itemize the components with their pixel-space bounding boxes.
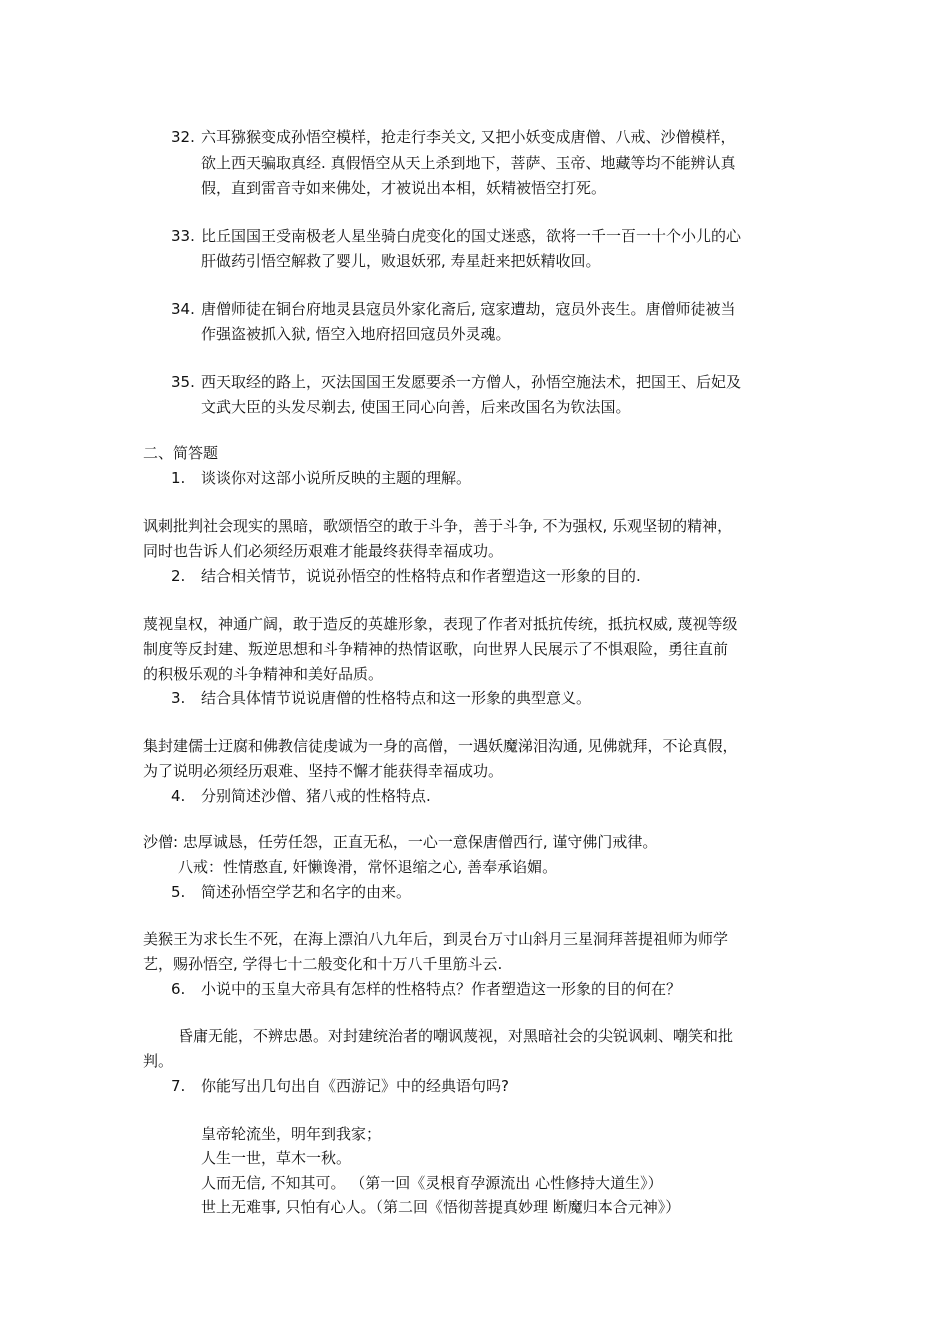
answer-line: 集封建儒士迂腐和佛教信徒虔诚为一身的高僧，一遇妖魔涕泪沟通, 见佛就拜，不论真假， — [143, 737, 738, 755]
question-text: 小说中的玉皇大帝具有怎样的性格特点？作者塑造这一形象的目的何在？ — [201, 980, 682, 998]
question-text: 你能写出几句出自《西游记》中的经典语句吗? — [201, 1077, 509, 1095]
question-text: 结合具体情节说说唐僧的性格特点和这一形象的典型意义。 — [201, 689, 592, 707]
question-number: 5. — [171, 883, 186, 901]
question-number: 6. — [171, 980, 186, 998]
answer-line: 同时也告诉人们必须经历艰难才能最终获得幸福成功。 — [143, 542, 504, 560]
question-number: 4. — [171, 787, 186, 805]
item-number: 35. — [171, 373, 195, 391]
question-text: 分别简述沙僧、猪八戒的性格特点. — [201, 787, 431, 805]
answer-line: 制度等反封建、叛逆思想和斗争精神的热情讴歌，向世界人民展示了不惧艰险，勇往直前 — [143, 640, 729, 658]
item-line: 作强盗被抓入狱, 悟空入地府招回寇员外灵魂。 — [201, 325, 511, 343]
quote-line: 人生一世，草木一秋。 — [201, 1149, 352, 1167]
answer-line: 艺，赐孙悟空, 学得七十二般变化和十万八千里筋斗云. — [143, 955, 503, 973]
question-number: 2. — [171, 567, 186, 585]
answer-line: 的积极乐观的斗争精神和美好品质。 — [143, 665, 384, 683]
item-number: 34. — [171, 300, 195, 318]
item-line: 六耳猕猴变成孙悟空模样，抢走行李关文, 又把小妖变成唐僧、八戒、沙僧模样， — [201, 128, 736, 146]
question-text: 谈谈你对这部小说所反映的主题的理解。 — [201, 469, 472, 487]
answer-line: 蔑视皇权，神通广阔，敢于造反的英雄形象，表现了作者对抵抗传统，抵抗权威, 蔑视等级 — [143, 615, 738, 633]
item-line: 比丘国国王受南极老人星坐骑白虎变化的国丈迷惑，欲将一千一百一十个小儿的心 — [201, 227, 742, 245]
question-number: 3. — [171, 689, 186, 707]
item-number: 32. — [171, 128, 195, 146]
answer-line: 讽刺批判社会现实的黑暗，歌颂悟空的敢于斗争，善于斗争, 不为强权, 乐观坚韧的精神， — [143, 517, 733, 535]
quote-line: 人而无信, 不知其可。 （第一回《灵根育孕源流出 心性修持大道生》） — [201, 1174, 663, 1192]
item-line: 文武大臣的头发尽剃去, 使国王同心向善，后来改国名为钦法国。 — [201, 398, 631, 416]
item-line: 肝做药引悟空解救了婴儿，败退妖邪, 寿星赶来把妖精收回。 — [201, 252, 601, 270]
answer-line: 美猴王为求长生不死，在海上漂泊八九年后，到灵台万寸山斜月三星洞拜菩提祖师为师学 — [143, 930, 729, 948]
question-number: 7. — [171, 1077, 186, 1095]
answer-line: 判。 — [143, 1052, 174, 1070]
answer-line: 昏庸无能，不辨忠愚。对封建统治者的嘲讽蔑视，对黑暗社会的尖锐讽刺、嘲笑和批 — [178, 1027, 734, 1045]
answer-line: 八戒：性情憨直, 奸懒谗滑，常怀退缩之心, 善奉承谄媚。 — [178, 858, 558, 876]
answer-line: 为了说明必须经历艰难、坚持不懈才能获得幸福成功。 — [143, 762, 504, 780]
item-line: 西天取经的路上，灭法国国王发愿要杀一方僧人，孙悟空施法术，把国王、后妃及 — [201, 373, 742, 391]
item-number: 33. — [171, 227, 195, 245]
item-line: 假，直到雷音寺如来佛处，才被说出本相，妖精被悟空打死。 — [201, 179, 607, 197]
question-text: 结合相关情节，说说孙悟空的性格特点和作者塑造这一形象的目的. — [201, 567, 641, 585]
question-number: 1. — [171, 469, 186, 487]
answer-line: 沙僧: 忠厚诚恳，任劳任怨，正直无私，一心一意保唐僧西行, 谨守佛门戒律。 — [143, 833, 658, 851]
question-text: 简述孙悟空学艺和名字的由来。 — [201, 883, 412, 901]
quote-line: 皇帝轮流坐，明年到我家； — [201, 1125, 382, 1143]
section-title: 二、简答题 — [143, 444, 219, 462]
item-line: 欲上西天骗取真经. 真假悟空从天上杀到地下，菩萨、玉帝、地藏等均不能辨认真 — [201, 154, 736, 172]
quote-line: 世上无难事, 只怕有心人。（第二回《悟彻菩提真妙理 断魔归本合元神》） — [201, 1198, 681, 1216]
item-line: 唐僧师徒在铜台府地灵县寇员外家化斋后, 寇家遭劫，寇员外丧生。唐僧师徒被当 — [201, 300, 736, 318]
